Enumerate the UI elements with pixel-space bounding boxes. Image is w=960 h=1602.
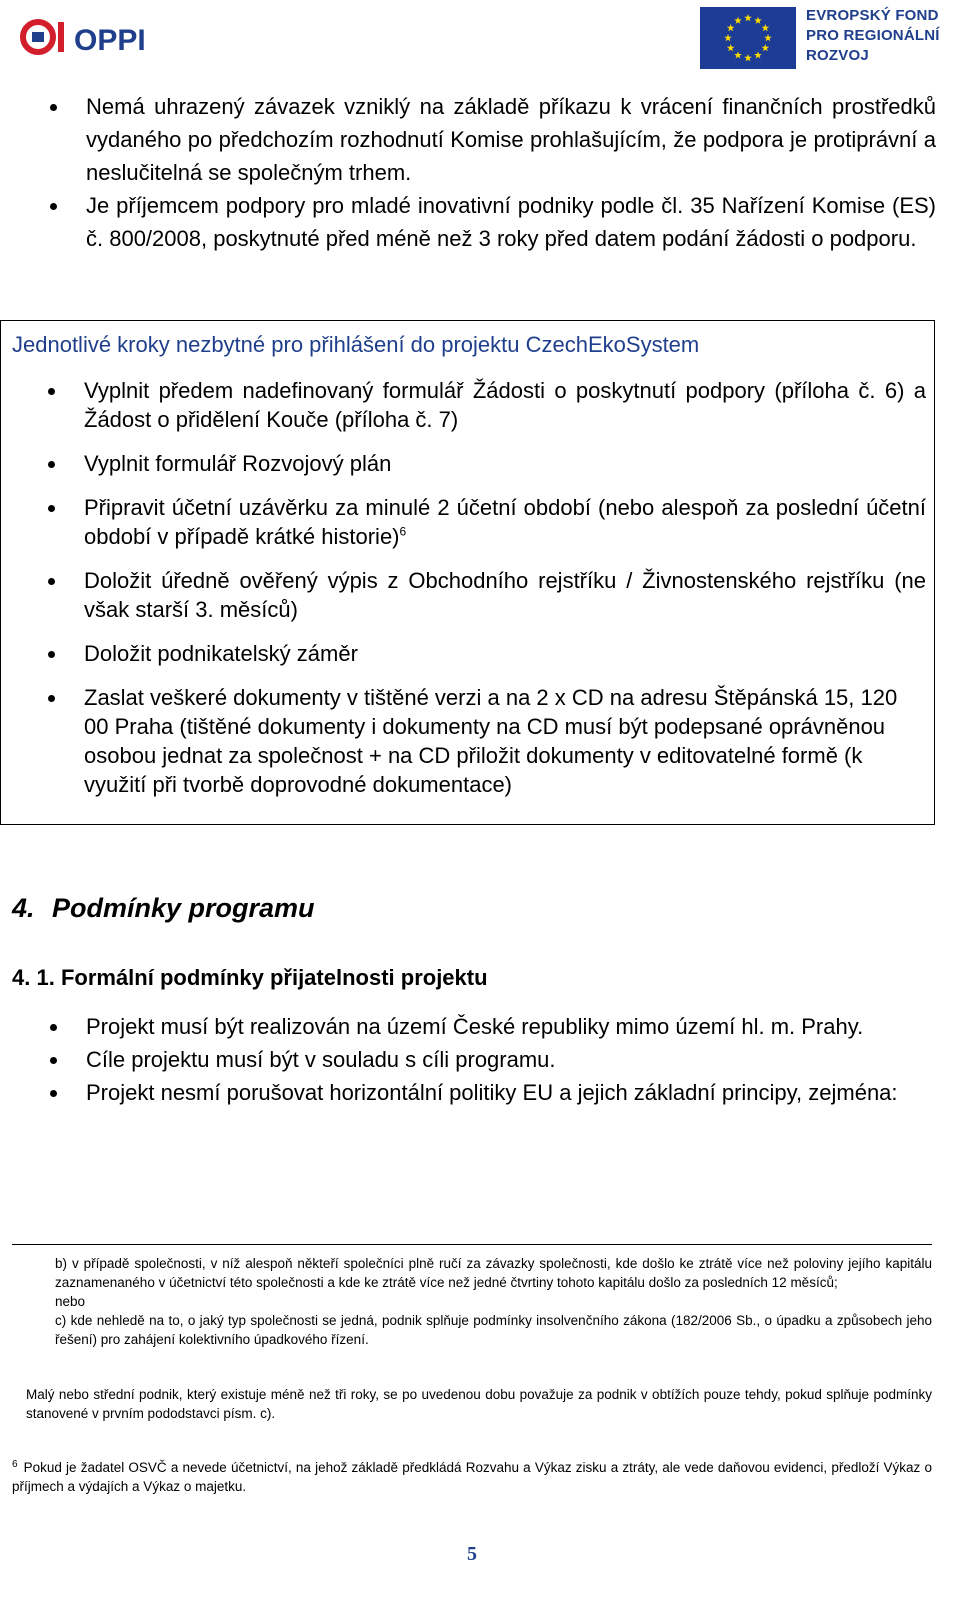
footnote-6-mark: 6	[12, 1458, 18, 1470]
conditions-list	[14, 1010, 932, 1109]
section-heading	[12, 893, 315, 924]
footnote-small-business: Malý nebo střední podnik, který existuje méně než tři roky, se po uvedenou dobu považuje za podnik v obtížích pouze tehdy, pokud splňuje podmínky stanovené v prvním pododstavci písm. c).	[26, 1387, 932, 1421]
list-item: Vyplnit předem nadefinovaný formulář Žádosti o poskytnutí podpory (příloha č. 6) a Žádost o přidělení Kouče (příloha č. 7)	[12, 376, 926, 434]
section-title: Podmínky programu	[52, 893, 315, 923]
list-item: Doložit podnikatelský záměr	[12, 639, 926, 668]
eu-logo-line-2: PRO REGIONÁLNÍ	[806, 27, 940, 44]
list-item: Projekt nesmí porušovat horizontální politiky EU a jejich základní principy, zejména:	[14, 1076, 932, 1109]
oppi-logo-graphic	[20, 12, 180, 62]
bullet-icon	[50, 104, 57, 111]
bullet-icon	[48, 695, 55, 702]
oppi-logo	[20, 12, 180, 62]
eu-flag-icon	[700, 7, 796, 69]
oppi-logo-text: OPPI	[74, 24, 146, 57]
footnote-6	[12, 1458, 932, 1496]
footnote-divider	[12, 1244, 932, 1245]
footnote-ref: 6	[399, 524, 407, 539]
footnote-6-text: Pokud je žadatel OSVČ a nevede účetnictví, na jehož základě předkládá Rozvahu a Výkaz zisku a ztráty, ale vede daňovou evidenci, předloží Výkaz o příjmech a výdajích a Výkaz o majetku.	[12, 1460, 932, 1494]
list-item: Nemá uhrazený závazek vzniklý na základě příkazu k vrácení finančních prostředků vydaného po předchozím rozhodnutí Komise prohlašujícím, že podpora je protiprávní a neslučitelná se společným trhem.	[14, 90, 936, 189]
subsection-title: Formální podmínky přijatelnosti projektu	[60, 965, 488, 990]
bullet-icon	[48, 388, 55, 395]
eu-logo-line-3: ROZVOJ	[806, 47, 869, 64]
list-item: Připravit účetní uzávěrku za minulé 2 účetní období (nebo alespoň za poslední účetní období v případě krátké historie)$^6$	[12, 493, 926, 551]
eligibility-list	[14, 90, 936, 255]
footnote-c: c) kde nehledě na to, o jaký typ společnosti se jedná, podnik splňuje podmínky insolvenčního zákona (182/2006 Sb., o úpadku a způsobech jeho řešení) pro zahájení kolektivního úpadkového řízení.	[55, 1313, 932, 1347]
eu-fund-logo	[700, 7, 955, 69]
steps-list	[12, 376, 926, 814]
list-item: Je příjemcem podpory pro mladé inovativní podniky podle čl. 35 Nařízení Komise (ES) č. 800/2008, poskytnuté před méně než 3 roky před datem podání žádosti o podporu.	[14, 189, 936, 255]
bullet-icon	[50, 203, 57, 210]
list-item: Cíle projektu musí být v souladu s cíli programu.	[14, 1043, 932, 1076]
steps-box-title: Jednotlivé kroky nezbytné pro přihlášení do projektu CzechEkoSystem	[12, 332, 700, 357]
list-item: Doložit úředně ověřený výpis z Obchodního rejstříku / Živnostenského rejstříku (ne však starší 3. měsíců)	[12, 566, 926, 624]
bullet-icon	[48, 578, 55, 585]
bullet-icon	[50, 1090, 57, 1097]
page-number: 5	[467, 1543, 477, 1565]
section-number: 4.	[12, 893, 35, 923]
footnote-or: nebo	[55, 1294, 86, 1309]
bullet-icon	[48, 651, 55, 658]
list-item: Vyplnit formulář Rozvojový plán	[12, 449, 926, 478]
bullet-icon	[50, 1057, 57, 1064]
subsection-heading	[12, 965, 488, 991]
bullet-icon	[48, 505, 55, 512]
eu-logo-line-1: EVROPSKÝ FOND	[806, 7, 939, 24]
list-item: Projekt musí být realizován na území České republiky mimo území hl. m. Prahy.	[14, 1010, 932, 1043]
footnote-block	[55, 1254, 932, 1349]
bullet-icon	[48, 461, 55, 468]
subsection-number: 4. 1.	[12, 965, 55, 990]
bullet-icon	[50, 1024, 57, 1031]
list-item: Zaslat veškeré dokumenty v tištěné verzi a na 2 x CD na adresu Štěpánská 15, 120 00 Praha (tištěné dokumenty i dokumenty na CD musí být podepsané oprávněnou osobou jednat za společnost + na CD přiložit dokumenty v editovatelné formě (k využití při tvorbě doprovodné dokumentace)	[12, 683, 926, 799]
footnote-b: b) v případě společnosti, v níž alespoň někteří společníci plně ručí za závazky společnosti, kde došlo ke ztrátě více než poloviny jejího kapitálu zaznamenaného v účetnictví této společnosti a kde ke ztrátě více než jedné čtvrtiny tohoto kapitálu došlo za posledních 12 měsíců;	[55, 1256, 932, 1290]
